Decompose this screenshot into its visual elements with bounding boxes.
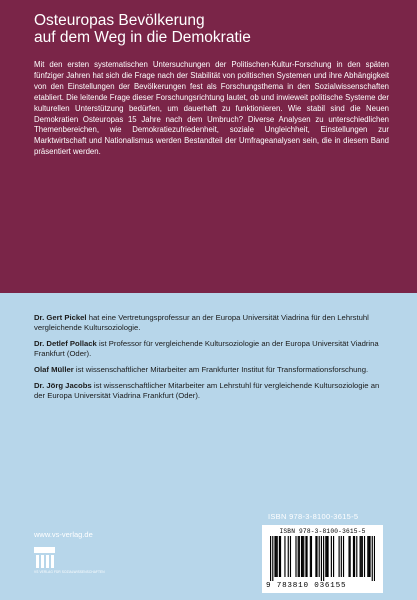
barcode-bar: [362, 536, 363, 577]
author-description: ist wissenschaftlicher Mitarbeiter am Lehrstuhl für vergleichende Kultursoziologie an der Europa Universität Viadrina Frankfurt (Oder).: [34, 380, 380, 400]
barcode-isbn: ISBN 978-3-8100-3615-5: [279, 528, 366, 535]
barcode-bar: [341, 536, 342, 577]
title-line-2: auf dem Weg in die Demokratie: [34, 29, 251, 46]
author-bio: [34, 339, 389, 359]
barcode-bars: [270, 536, 375, 581]
barcode-bar: [279, 536, 280, 577]
barcode-bar: [361, 536, 362, 577]
barcode-bar: [301, 536, 302, 577]
barcode-bar: [305, 536, 306, 577]
author-name: Olaf Müller: [34, 364, 74, 374]
book-description: Mit den ersten systematischen Untersuchungen der Politischen-Kultur-Forschung in den späten fünfziger Jahren hat sich die Frage nach der Stabilität von politischen Systemen und ihre Abhängigkeit von den Einstellungen der Bevölkerungen fest als Forschungsthema in den Sozialwissenschaften etabliert. Die leitende Frage dieser Forschungsrichtung lautet, ob und inwieweit politische Systeme der kulturellen Unterstützung bedürfen, um dauerhaft zu funktionieren. Wie stabil sind die Neuen Demokratien Osteuropas 15 Jahre nach dem Umbruch? Diverse Analysen zu unterschiedlichen Themenbereichen, wie Demokratiezufriedenheit, soziale Ungleichheit, Einstellungen zur Marktwirtschaft und Nationalismus werden Bestandteil der Umfrageanalysen sein, die in diesem Band präsentiert werden.: [34, 60, 389, 157]
barcode-bar: [306, 536, 307, 577]
barcode-bar: [290, 536, 291, 577]
barcode-bar: [321, 536, 322, 581]
author-description: ist wissenschaftlicher Mitarbeiter am Frankfurter Institut für Transformationsforschung.: [73, 364, 369, 374]
barcode-bar: [303, 536, 304, 577]
barcode-bar: [339, 536, 340, 577]
barcode-bar: [319, 536, 320, 577]
barcode-bar: [298, 536, 299, 577]
barcode-bar: [348, 536, 349, 577]
publisher-name: VS VERLAG FÜR SOZIALWISSENSCHAFTEN: [34, 570, 105, 574]
barcode-bar: [350, 536, 351, 577]
publisher-url[interactable]: www.vs-verlag.de: [34, 530, 93, 539]
barcode-bar: [327, 536, 328, 577]
barcode-bar: [272, 536, 273, 581]
isbn-label: ISBN 978-3-8100-3615-5: [268, 512, 359, 521]
author-description: hat eine Vertretungsprofessur an der Europa Universität Viadrina für den Lehrstuhl vergleichende Kultursoziologie.: [34, 313, 369, 333]
barcode-bar: [280, 536, 281, 577]
barcode-bar: [276, 536, 277, 577]
author-name: Dr. Gert Pickel: [34, 313, 87, 322]
barcode-bar: [325, 536, 326, 577]
author-bios: [34, 313, 389, 406]
barcode-bar: [295, 536, 296, 577]
title-line-1: Osteuropas Bevölkerung: [34, 12, 205, 29]
author-bio: [34, 381, 389, 401]
barcode-bar: [274, 536, 275, 577]
author-name: Dr. Jörg Jacobs: [34, 380, 92, 390]
barcode-bar: [323, 536, 324, 581]
barcode-bar: [288, 536, 289, 577]
author-name: Dr. Detlef Pollack: [34, 338, 97, 348]
publisher-logo: [34, 547, 105, 574]
barcode-bar: [310, 536, 311, 577]
barcode-bar: [316, 536, 317, 577]
barcode-digits: 9 783810 036155: [266, 582, 347, 590]
barcode-bar: [367, 536, 368, 577]
barcode-bar: [331, 536, 332, 577]
author-bio: [34, 365, 389, 375]
barcode-bar: [360, 536, 361, 577]
barcode-bar: [368, 536, 369, 577]
barcode-bar: [277, 536, 278, 577]
vs-logo-icon: [34, 547, 55, 568]
barcode-bar: [299, 536, 300, 577]
barcode-bar: [353, 536, 354, 577]
top-band: [0, 0, 417, 293]
barcode-bar: [333, 536, 334, 577]
author-bio: [34, 313, 389, 333]
barcode-bar: [270, 536, 271, 581]
barcode-bar: [356, 536, 357, 577]
author-description: ist Professor für vergleichende Kultursoziologie an der Europa Universität Viadrina Frankfurt (Oder).: [34, 338, 379, 359]
barcode-bar: [326, 536, 327, 577]
barcode-bar: [369, 536, 370, 577]
barcode-bar: [354, 536, 355, 577]
barcode-bar: [315, 536, 316, 577]
barcode-bar: [372, 536, 373, 581]
barcode-bar: [302, 536, 303, 577]
barcode-bar: [284, 536, 285, 577]
barcode-bar: [374, 536, 375, 581]
barcode: [262, 525, 383, 593]
barcode-bar: [364, 536, 365, 577]
book-title: [34, 12, 394, 46]
barcode-bar: [343, 536, 344, 577]
barcode-bar: [311, 536, 312, 577]
